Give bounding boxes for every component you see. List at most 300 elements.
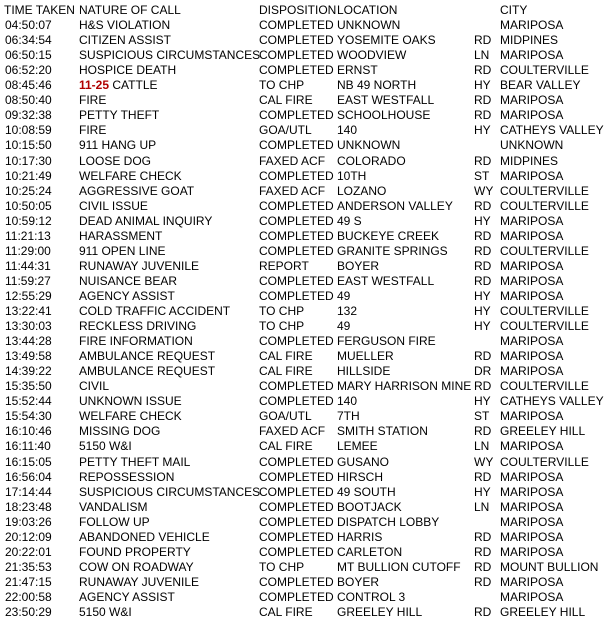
location-cell: HILLSIDE [337, 364, 391, 379]
city-cell: MIDPINES [500, 33, 559, 47]
nature-of-call-cell [79, 560, 194, 575]
location-cell: 132 [337, 303, 358, 318]
city-cell: MARIPOSA [500, 168, 564, 183]
table-row [0, 33, 614, 48]
disposition-cell: CAL FIRE [259, 605, 313, 619]
call-code: 11-25 [79, 78, 110, 93]
nature-of-call-cell [79, 33, 171, 48]
street-suffix-cell: WY [474, 454, 494, 469]
location-cell: 49 S [337, 213, 362, 228]
nature-of-call-cell [79, 319, 196, 334]
time-taken-cell: 10:59:12 [5, 213, 52, 228]
time-taken-cell: 10:50:05 [5, 198, 52, 213]
city-cell: COULTERVILLE [500, 63, 589, 78]
city-cell: MIDPINES [500, 153, 559, 168]
disposition-cell: COMPLETED [259, 514, 334, 529]
location-cell: MT BULLION CUTOFF [337, 559, 461, 574]
city-cell: COULTERVILLE [500, 454, 589, 469]
time-taken-cell: 16:15:05 [5, 454, 52, 469]
table-row [0, 409, 614, 424]
city-cell: MARIPOSA [500, 484, 564, 499]
time-taken-cell: 08:45:46 [5, 78, 52, 93]
disposition-cell: FAXED ACF [259, 424, 326, 439]
location-cell: HIRSCH [337, 469, 384, 484]
location-cell: LEMEE [337, 439, 378, 454]
time-taken-cell: 20:12:09 [5, 529, 52, 544]
nature-of-call-cell [79, 48, 260, 63]
time-taken-cell: 13:30:03 [5, 319, 52, 333]
time-taken-cell: 10:17:30 [5, 153, 52, 168]
nature-of-call-cell [79, 78, 158, 93]
location-cell: FERGUSON FIRE [337, 334, 436, 349]
table-row [0, 244, 614, 259]
nature-text: AGGRESSIVE GOAT [79, 183, 195, 198]
nature-text: COLD TRAFFIC ACCIDENT [79, 303, 231, 318]
location-cell: GREELEY HILL [337, 605, 423, 619]
location-cell: 140 [337, 394, 358, 409]
nature-text: ABANDONED VEHICLE [79, 529, 210, 544]
city-cell: GREELEY HILL [500, 605, 586, 619]
disposition-cell: COMPLETED [259, 589, 334, 604]
nature-text: HARASSMENT [79, 228, 163, 243]
nature-of-call-cell [79, 439, 132, 454]
header-row [0, 3, 614, 18]
nature-text: CATTLE [112, 78, 158, 93]
time-taken-cell: 23:50:29 [5, 605, 52, 619]
nature-text: AGENCY ASSIST [79, 288, 175, 303]
street-suffix-cell: HY [474, 123, 491, 138]
location-cell: COLORADO [337, 153, 406, 168]
nature-of-call-cell [79, 229, 162, 244]
nature-of-call-cell [79, 259, 199, 274]
nature-of-call-cell [79, 500, 147, 515]
city-cell: MARIPOSA [500, 469, 564, 484]
nature-text: FOUND PROPERTY [79, 544, 191, 559]
location-cell: SCHOOLHOUSE [337, 108, 431, 123]
table-row [0, 349, 614, 364]
nature-of-call-cell [79, 590, 175, 605]
table-row [0, 138, 614, 153]
time-taken-cell: 18:23:48 [5, 499, 52, 514]
nature-text: WELFARE CHECK [79, 409, 182, 424]
time-taken-cell: 22:00:58 [5, 589, 52, 604]
street-suffix-cell: RD [474, 544, 492, 559]
table-row [0, 93, 614, 108]
table-row [0, 214, 614, 229]
nature-of-call-cell [79, 605, 132, 620]
table-row [0, 78, 614, 93]
nature-text: PETTY THEFT MAIL [79, 454, 191, 469]
location-cell: BOOTJACK [337, 499, 402, 514]
nature-text: FIRE [79, 123, 107, 138]
location-cell: EAST WESTFALL [337, 93, 435, 108]
table-row [0, 304, 614, 319]
table-row [0, 289, 614, 304]
street-suffix-cell: RD [474, 529, 492, 544]
table-row [0, 605, 614, 620]
nature-of-call-cell [79, 575, 199, 590]
nature-text: 5150 W&I [79, 439, 132, 454]
table-row [0, 439, 614, 454]
city-cell: CATHEYS VALLEY [500, 123, 604, 138]
table-row [0, 259, 614, 274]
city-cell: MARIPOSA [500, 544, 564, 559]
nature-of-call-cell [79, 214, 212, 229]
street-suffix-cell: RD [474, 273, 492, 288]
nature-of-call-cell [79, 274, 177, 289]
table-row [0, 169, 614, 184]
disposition-cell: COMPLETED [259, 544, 334, 559]
nature-of-call-cell [79, 244, 165, 259]
nature-of-call-cell [79, 455, 190, 470]
nature-of-call-cell [79, 485, 260, 500]
location-cell: GUSANO [337, 454, 390, 469]
table-row [0, 108, 614, 123]
table-row [0, 394, 614, 409]
time-taken-cell: 13:49:58 [5, 349, 52, 364]
disposition-cell: FAXED ACF [259, 153, 326, 168]
location-cell: 10TH [337, 168, 367, 183]
location-cell: GRANITE SPRINGS [337, 243, 448, 258]
table-row [0, 364, 614, 379]
nature-text: LOOSE DOG [79, 153, 152, 168]
nature-of-call-cell [79, 334, 193, 349]
time-taken-cell: 04:50:07 [5, 18, 52, 32]
nature-of-call-cell [79, 409, 182, 424]
location-cell: BOYER [337, 258, 380, 273]
city-cell: COULTERVILLE [500, 303, 589, 318]
table-row [0, 154, 614, 169]
city-cell: UNKNOWN [500, 138, 564, 153]
table-row [0, 500, 614, 515]
disposition-cell: CAL FIRE [259, 364, 313, 379]
time-taken-cell: 11:21:13 [5, 228, 51, 243]
street-suffix-cell: RD [474, 93, 492, 108]
time-taken-cell: 15:35:50 [5, 379, 52, 394]
nature-text: CIVIL ISSUE [79, 198, 148, 213]
nature-text: SUSPICIOUS CIRCUMSTANCES [79, 484, 261, 499]
city-cell: MARIPOSA [500, 228, 564, 243]
city-cell: MARIPOSA [500, 529, 564, 544]
nature-text: DEAD ANIMAL INQUIRY [79, 213, 213, 228]
street-suffix-cell: HY [474, 213, 491, 228]
location-cell: 49 [337, 288, 351, 303]
disposition-cell: COMPLETED [259, 334, 334, 349]
disposition-cell: COMPLETED [259, 48, 334, 63]
city-cell: GREELEY HILL [500, 424, 586, 439]
street-suffix-cell: HY [474, 484, 491, 499]
nature-of-call-cell [79, 184, 194, 199]
nature-text: FOLLOW UP [79, 514, 150, 529]
table-row [0, 229, 614, 244]
nature-text: UNKNOWN ISSUE [79, 394, 182, 409]
location-cell: WOODVIEW [337, 48, 407, 63]
location-cell: NB 49 NORTH [337, 78, 417, 93]
nature-text: REPOSSESSION [79, 469, 175, 484]
disposition-cell: CAL FIRE [259, 349, 313, 364]
nature-text: AMBULANCE REQUEST [79, 349, 216, 364]
street-suffix-cell: LN [474, 499, 490, 514]
disposition-cell: COMPLETED [259, 288, 334, 303]
time-taken-cell: 10:21:49 [5, 168, 52, 183]
time-taken-cell: 14:39:22 [5, 364, 52, 379]
time-taken-cell: 13:44:28 [5, 334, 52, 349]
street-suffix-cell: RD [474, 379, 492, 394]
location-cell: UNKNOWN [337, 18, 401, 32]
disposition-cell: TO CHP [259, 78, 305, 93]
city-cell: COULTERVILLE [500, 379, 589, 394]
time-taken-cell: 11:59:27 [5, 273, 51, 288]
disposition-cell: COMPLETED [259, 273, 334, 288]
header-location: LOCATION [337, 3, 398, 17]
city-cell: MARIPOSA [500, 574, 564, 589]
city-cell: MARIPOSA [500, 589, 564, 604]
city-cell: MARIPOSA [500, 273, 564, 288]
nature-of-call-cell [79, 289, 175, 304]
city-cell: MARIPOSA [500, 409, 564, 424]
city-cell: COULTERVILLE [500, 183, 589, 198]
disposition-cell: COMPLETED [259, 529, 334, 544]
city-cell: MARIPOSA [500, 48, 564, 63]
street-suffix-cell: RD [474, 424, 492, 439]
location-cell: DISPATCH LOBBY [337, 514, 440, 529]
nature-text: HOSPICE DEATH [79, 63, 177, 78]
table-row [0, 515, 614, 530]
nature-text: CIVIL [79, 379, 110, 394]
street-suffix-cell: LN [474, 48, 490, 63]
nature-of-call-cell [79, 18, 170, 33]
disposition-cell: FAXED ACF [259, 183, 326, 198]
location-cell: MUELLER [337, 349, 394, 364]
street-suffix-cell: HY [474, 394, 491, 409]
disposition-cell: COMPLETED [259, 379, 334, 394]
header-disposition: DISPOSITION [259, 3, 337, 17]
time-taken-cell: 10:15:50 [5, 138, 52, 153]
location-cell: YOSEMITE OAKS [337, 33, 436, 47]
nature-of-call-cell [79, 199, 148, 214]
city-cell: MARIPOSA [500, 514, 564, 529]
location-cell: LOZANO [337, 183, 387, 198]
street-suffix-cell: HY [474, 78, 491, 93]
table-row [0, 470, 614, 485]
location-cell: SMITH STATION [337, 424, 428, 439]
city-cell: MARIPOSA [500, 349, 564, 364]
nature-text: 911 HANG UP [79, 138, 157, 153]
table-row [0, 199, 614, 214]
time-taken-cell: 06:50:15 [5, 48, 52, 63]
city-cell: MARIPOSA [500, 288, 564, 303]
location-cell: BUCKEYE CREEK [337, 228, 440, 243]
city-cell: MARIPOSA [500, 258, 564, 273]
time-taken-cell: 06:52:20 [5, 63, 52, 78]
nature-text: SUSPICIOUS CIRCUMSTANCES [79, 48, 261, 63]
city-cell: COULTERVILLE [500, 319, 589, 333]
street-suffix-cell: RD [474, 198, 492, 213]
table-row [0, 545, 614, 560]
time-taken-cell: 11:29:00 [5, 243, 51, 258]
table-row [0, 424, 614, 439]
city-cell: MARIPOSA [500, 108, 564, 123]
time-taken-cell: 10:25:24 [5, 183, 52, 198]
disposition-cell: COMPLETED [259, 138, 334, 153]
disposition-cell: CAL FIRE [259, 93, 313, 108]
location-cell: CONTROL 3 [337, 589, 406, 604]
nature-text: CITIZEN ASSIST [79, 33, 172, 47]
disposition-cell: TO CHP [259, 559, 305, 574]
nature-text: RUNAWAY JUVENILE [79, 258, 200, 273]
nature-of-call-cell [79, 545, 191, 560]
disposition-cell: COMPLETED [259, 484, 334, 499]
nature-text: 911 OPEN LINE [79, 243, 166, 258]
city-cell: MARIPOSA [500, 499, 564, 514]
nature-text: PETTY THEFT [79, 108, 160, 123]
disposition-cell: COMPLETED [259, 198, 334, 213]
location-cell: UNKNOWN [337, 138, 401, 153]
time-taken-cell: 16:11:40 [5, 439, 51, 454]
disposition-cell: GOA/UTL [259, 409, 312, 424]
city-cell: COULTERVILLE [500, 198, 589, 213]
location-cell: MARY HARRISON MINE [337, 379, 472, 394]
location-cell: ERNST [337, 63, 378, 78]
header-nature-of-call: NATURE OF CALL [79, 3, 181, 17]
nature-of-call-cell [79, 123, 106, 138]
disposition-cell: COMPLETED [259, 394, 334, 409]
table-row [0, 575, 614, 590]
location-cell: CARLETON [337, 544, 403, 559]
table-row [0, 560, 614, 575]
nature-text: FIRE INFORMATION [79, 334, 193, 349]
nature-of-call-cell [79, 349, 215, 364]
time-taken-cell: 13:22:41 [5, 303, 52, 318]
city-cell: MARIPOSA [500, 334, 564, 349]
time-taken-cell: 21:35:53 [5, 559, 52, 574]
location-cell: HARRIS [337, 529, 383, 544]
street-suffix-cell: RD [474, 559, 492, 574]
disposition-cell: GOA/UTL [259, 123, 312, 138]
nature-of-call-cell [79, 169, 182, 184]
nature-text: RUNAWAY JUVENILE [79, 574, 200, 589]
nature-text: NUISANCE BEAR [79, 273, 178, 288]
nature-of-call-cell [79, 379, 109, 394]
street-suffix-cell: RD [474, 243, 492, 258]
street-suffix-cell: HY [474, 319, 491, 333]
disposition-cell: REPORT [259, 258, 309, 273]
nature-text: COW ON ROADWAY [79, 559, 194, 574]
nature-of-call-cell [79, 304, 230, 319]
nature-text: AMBULANCE REQUEST [79, 364, 216, 379]
nature-of-call-cell [79, 63, 176, 78]
city-cell: MARIPOSA [500, 18, 564, 32]
disposition-cell: COMPLETED [259, 33, 334, 47]
table-row [0, 590, 614, 605]
disposition-cell: COMPLETED [259, 243, 334, 258]
disposition-cell: TO CHP [259, 303, 305, 318]
disposition-cell: COMPLETED [259, 499, 334, 514]
table-row [0, 319, 614, 334]
time-taken-cell: 20:22:01 [5, 544, 52, 559]
nature-text: MISSING DOG [79, 424, 161, 439]
table-row [0, 530, 614, 545]
street-suffix-cell: WY [474, 183, 494, 198]
nature-of-call-cell [79, 154, 151, 169]
nature-text: FIRE [79, 93, 107, 108]
nature-of-call-cell [79, 424, 160, 439]
time-taken-cell: 16:10:46 [5, 424, 52, 439]
location-cell: 7TH [337, 409, 360, 424]
time-taken-cell: 17:14:44 [5, 484, 52, 499]
street-suffix-cell: ST [474, 409, 490, 424]
table-row [0, 485, 614, 500]
street-suffix-cell: RD [474, 258, 492, 273]
city-cell: COULTERVILLE [500, 243, 589, 258]
disposition-cell: COMPLETED [259, 574, 334, 589]
street-suffix-cell: HY [474, 303, 491, 318]
city-cell: MOUNT BULLION [500, 559, 599, 574]
time-taken-cell: 11:44:31 [5, 258, 51, 273]
location-cell: ANDERSON VALLEY [337, 198, 453, 213]
header-time-taken: TIME TAKEN [4, 3, 75, 17]
nature-of-call-cell [79, 138, 156, 153]
nature-text: VANDALISM [79, 499, 148, 514]
disposition-cell: COMPLETED [259, 228, 334, 243]
nature-of-call-cell [79, 93, 106, 108]
table-row [0, 123, 614, 138]
table-row [0, 184, 614, 199]
street-suffix-cell: RD [474, 33, 492, 47]
nature-text: RECKLESS DRIVING [79, 319, 197, 333]
time-taken-cell: 09:32:38 [5, 108, 52, 123]
nature-of-call-cell [79, 515, 150, 530]
street-suffix-cell: DR [474, 364, 492, 379]
nature-text: 5150 W&I [79, 605, 132, 619]
time-taken-cell: 16:56:04 [5, 469, 52, 484]
street-suffix-cell: RD [474, 108, 492, 123]
street-suffix-cell: RD [474, 574, 492, 589]
street-suffix-cell: RD [474, 228, 492, 243]
time-taken-cell: 15:52:44 [5, 394, 52, 409]
city-cell: CATHEYS VALLEY [500, 394, 604, 409]
table-row [0, 379, 614, 394]
disposition-cell: COMPLETED [259, 18, 334, 32]
location-cell: 49 [337, 319, 351, 333]
disposition-cell: COMPLETED [259, 213, 334, 228]
location-cell: 49 SOUTH [337, 484, 396, 499]
street-suffix-cell: RD [474, 605, 492, 619]
disposition-cell: COMPLETED [259, 168, 334, 183]
nature-of-call-cell [79, 470, 174, 485]
table-row [0, 455, 614, 470]
disposition-cell: COMPLETED [259, 454, 334, 469]
table-row [0, 274, 614, 289]
street-suffix-cell: RD [474, 153, 492, 168]
nature-of-call-cell [79, 530, 210, 545]
table-row [0, 334, 614, 349]
time-taken-cell: 08:50:40 [5, 93, 52, 108]
table-row [0, 18, 614, 33]
disposition-cell: CAL FIRE [259, 439, 313, 454]
city-cell: MARIPOSA [500, 213, 564, 228]
disposition-cell: COMPLETED [259, 108, 334, 123]
location-cell: BOYER [337, 574, 380, 589]
street-suffix-cell: RD [474, 469, 492, 484]
time-taken-cell: 19:03:26 [5, 514, 52, 529]
disposition-cell: COMPLETED [259, 63, 334, 78]
nature-of-call-cell [79, 394, 182, 409]
table-row [0, 48, 614, 63]
table-row [0, 63, 614, 78]
street-suffix-cell: HY [474, 288, 491, 303]
disposition-cell: COMPLETED [259, 469, 334, 484]
